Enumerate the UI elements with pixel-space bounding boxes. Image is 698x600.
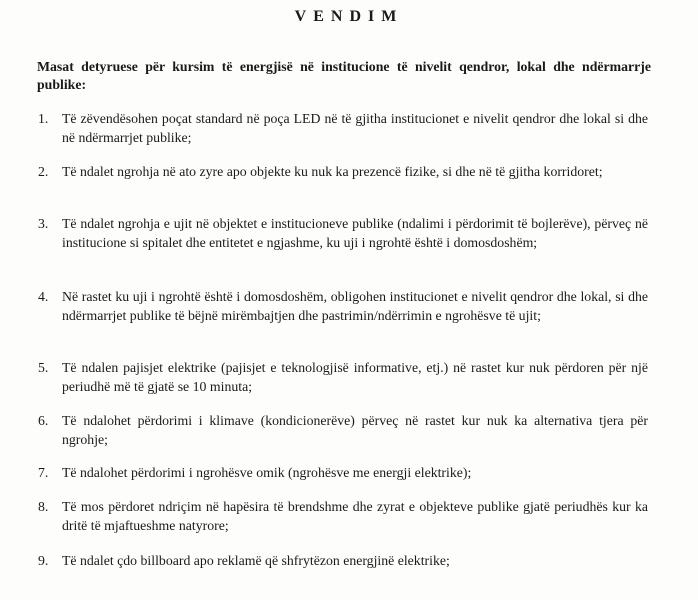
item-number: 2. [38,164,49,179]
item-number: 3. [38,216,49,231]
item-number: 1. [38,111,49,126]
item-number: 6. [38,413,49,428]
list-item [38,214,648,252]
list-item [38,162,648,181]
item-number: 4. [38,289,49,304]
section-heading: Masat detyruese për kursim të energjisë në institucione të nivelit qendror, lokal dhe ndërmarrje publike: [37,59,651,92]
item-number: 5. [38,360,49,375]
item-text: Të ndalohet përdorimi i ngrohësve omik (ngrohësve me energji elektrike); [62,465,472,480]
item-number: 7. [38,465,49,480]
item-text: Të ndalet ngrohja e ujit në objektet e institucioneve publike (ndalimi i përdorimit të bojlerëve), përveç në institucione si spitalet dhe entitetet e ngjashme, ku uji i ngrohtë është i domosdoshëm; [62,216,648,250]
item-number: 8. [38,499,49,514]
item-number: 9. [38,553,49,568]
list-item [38,463,648,482]
list-item [38,287,648,325]
list-item [38,497,648,535]
item-text: Të ndalen pajisjet elektrike (pajisjet e teknologjisë informative, etj.) në rastet kur nuk përdoren për një periudhë më të gjatë se 10 minuta; [62,360,648,394]
item-text: Të ndalet ngrohja në ato zyre apo objekte ku nuk ka prezencë fizike, si dhe në të gjitha korridoret; [62,164,603,179]
item-text: Të zëvendësohen poçat standard në poça LED në të gjitha institucionet e nivelit qendror dhe lokal si dhe në ndërmarrjet publike; [62,111,648,145]
item-text: Të ndalet çdo billboard apo reklamë që shfrytëzon energjinë elektrike; [62,553,450,568]
list-item [38,358,648,396]
document-title: VENDIM [294,8,404,25]
list-item [38,109,648,147]
list-item [38,411,648,449]
item-text: Në rastet ku uji i ngrohtë është i domosdoshëm, obligohen institucionet e nivelit qendror dhe lokal, si dhe ndërmarrjet publike të bëjnë mirëmbajtjen dhe pastrimin/ndërrimin e ngrohësve të ujit; [62,289,648,323]
item-text: Të mos përdoret ndriçim në hapësira të brendshme dhe zyrat e objekteve publike gjatë periudhës kur ka dritë të mjaftueshme natyrore; [62,499,648,533]
list-item [38,551,648,570]
item-text: Të ndalohet përdorimi i klimave (kondicionerëve) përveç në rastet kur nuk ka alternativa tjera për ngrohje; [62,413,648,447]
